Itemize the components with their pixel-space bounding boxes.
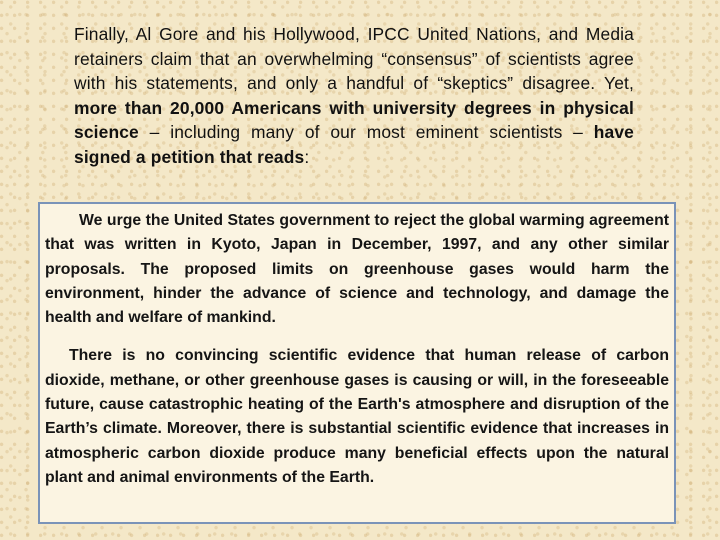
intro-text-2: – including many of our most eminent scientists – — [138, 122, 594, 142]
intro-bold-2: have signed a petition that reads — [74, 122, 634, 167]
intro-paragraph — [74, 22, 634, 169]
petition-paragraph-2: There is no convincing scientific evidence that human release of carbon dioxide, methane, or other greenhouse gases is causing or will, in the foreseeable future, cause catastrophic heating of the Earth's atmosphere and disruption of the Earth’s climate. Moreover, there is substantial scientific evidence that increases in atmospheric carbon dioxide produce many beneficial effects upon the natural plant and animal environments of the Earth. — [45, 347, 669, 486]
petition-quote-box — [38, 202, 676, 524]
intro-text-3: : — [304, 146, 310, 167]
intro-bold-1: more than 20,000 Americans with university degrees in physical science — [74, 97, 634, 142]
intro-text-1: Finally, Al Gore and his Hollywood, IPCC United Nations, and Media retainers claim that an overwhelming “consensus” of scientists agree with his statements, and only a handful of “skeptics” disagree. Yet, — [74, 24, 634, 93]
petition-paragraph-1: We urge the United States government to reject the global warming agreement that was written in Kyoto, Japan in December, 1997, and any other similar proposals. The proposed limits on greenhouse gases would harm the environment, hinder the advance of science and technology, and damage the health and welfare of mankind. — [45, 212, 669, 327]
